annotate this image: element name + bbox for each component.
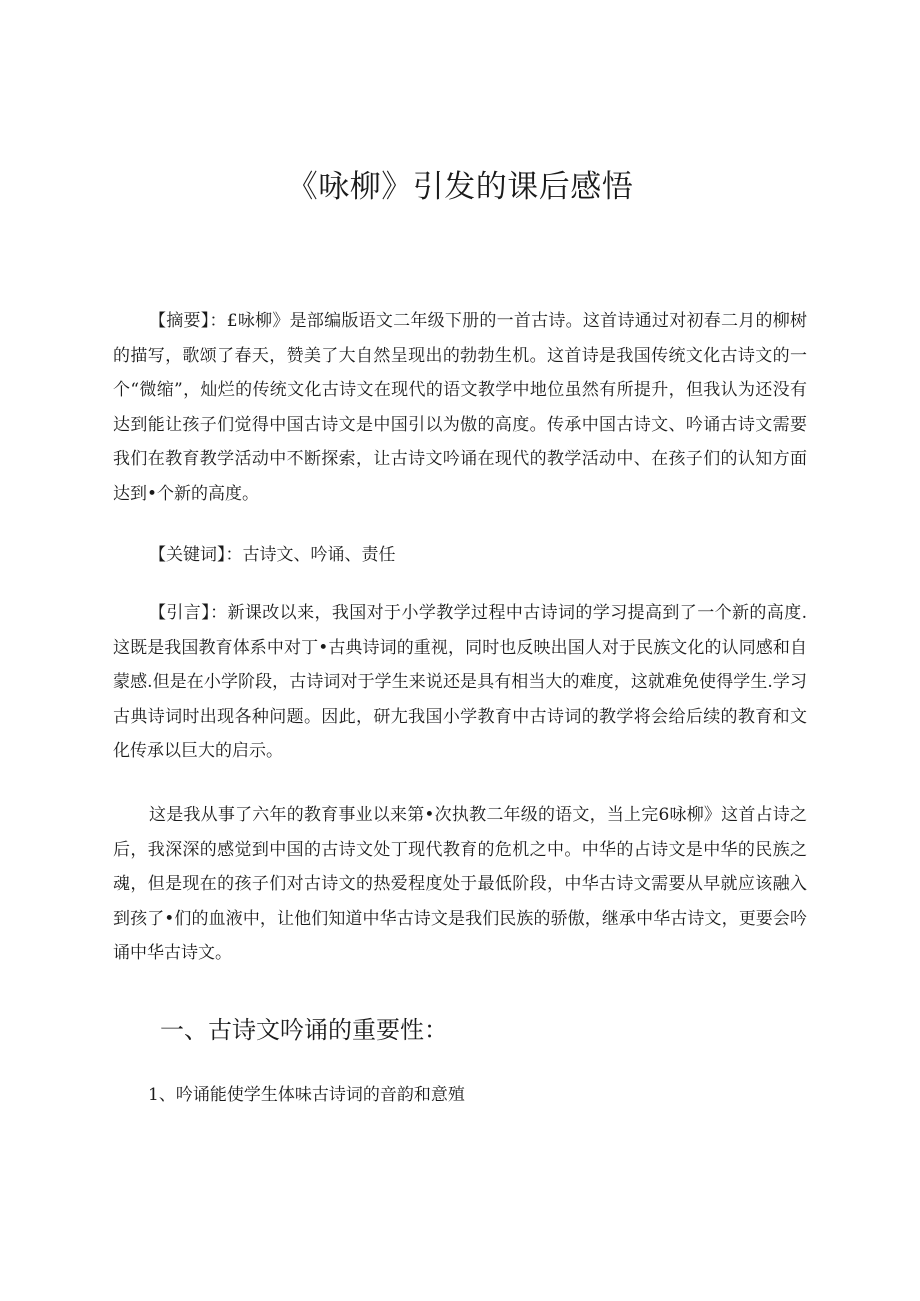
- keywords-paragraph: 【关键词】：古诗文、吟诵、责任: [149, 545, 396, 565]
- body-paragraph: 这是我从事了六年的教育事业以来第•次执教二年级的语文，当上完6咏柳》这首占诗之后，我深深的感觉到中国的古诗文处丁现代教育的危机之中。中华的占诗文是中华的民族之魂，但是现在的孩子们对古诗文的热爱程度处于最低阶段，中华古诗文需要从早就应该融入到孩了•们的血液中，让他们知道中华古诗文是我们民族的骄傲，继承中华古诗文，更要会吟诵中华古诗文。: [113, 805, 807, 963]
- abstract-paragraph: 【摘要】：£咏柳》是部编版语文二年级下册的一首古诗。这首诗通过对初春二月的柳树的描写，歌颂了春天，赞美了大自然呈现出的勃勃生机。这首诗是我国传统文化古诗文的一个“微缩”，灿烂的传统文化古诗文在现代的语文教学中地位虽然有所提升，但我认为还没有达到能让孩子们觉得中国古诗文是中国引以为傲的高度。传承中国古诗文、吟诵古诗文需要我们在教育教学活动中不断探索，让古诗文吟诵在现代的教学活动中、在孩子们的认知方面达到•个新的高度。: [113, 311, 807, 504]
- introduction-paragraph: 【引言】：新课改以来，我国对于小学教学过程中古诗词的学习提高到了一个新的高度.这既是我国教育体系中对丁•古典诗词的重视，同时也反映出国人对于民族文化的认同感和自蒙感.但是在小学阶段，古诗词对于学生来说还是具有相当大的难度，这就难免使得学生.学习古典诗词时出现各种问题。因此，研尢我国小学教育中古诗词的教学将会给后续的教育和文化传承以巨大的启示。: [113, 603, 807, 761]
- section-heading: 一、古诗文吟诵的重要性：: [160, 1016, 448, 1044]
- document-title: 《咏柳》引发的课后感悟: [286, 169, 634, 205]
- sub-heading: 1、吟诵能使学生体味古诗词的音韵和意殖: [148, 1085, 465, 1105]
